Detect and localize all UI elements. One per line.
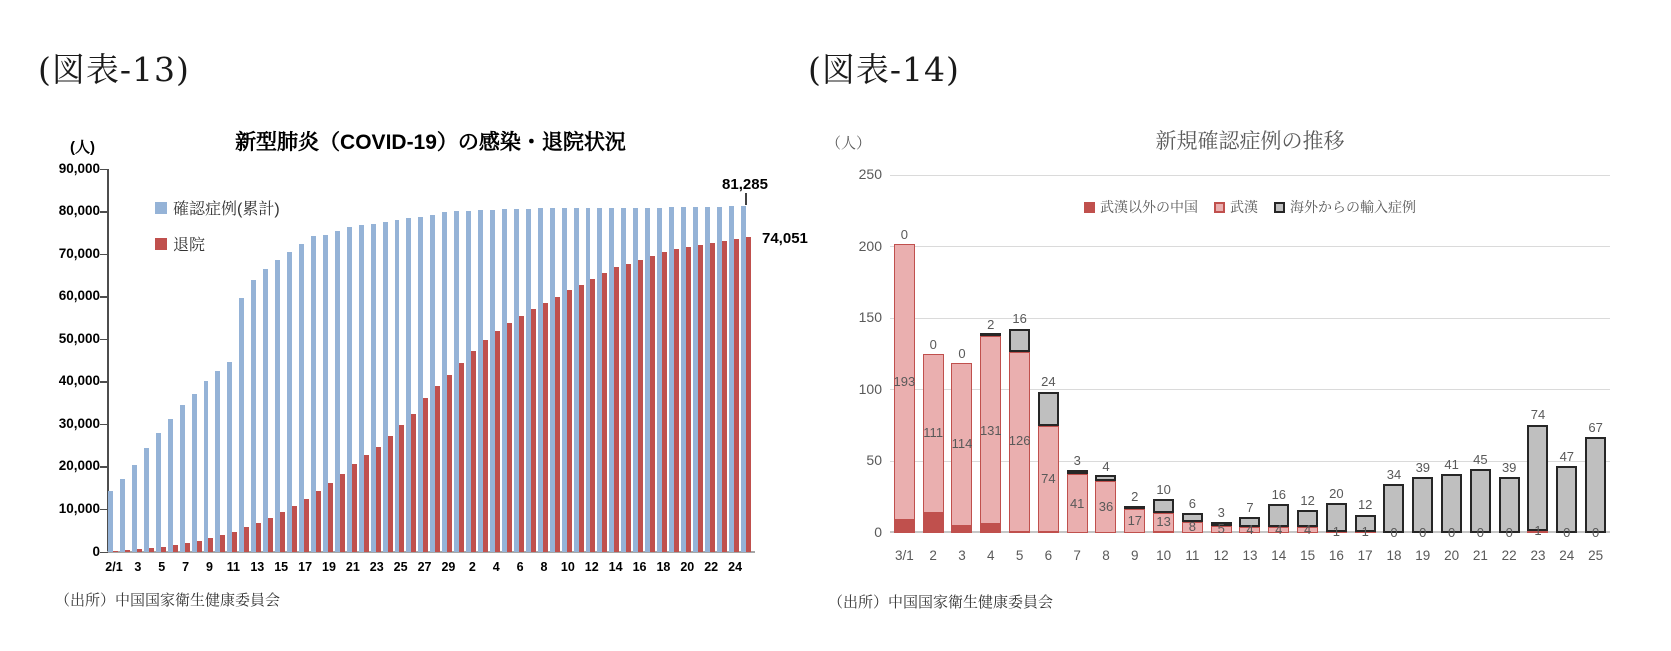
imported-value-label: 41	[1444, 457, 1459, 473]
stacked-bar-group	[1466, 469, 1495, 533]
chart2-legend	[890, 197, 1610, 217]
imported-value-label: 0	[929, 337, 937, 352]
x-tick-label: 9	[1131, 548, 1139, 563]
x-tick-label: 21	[1472, 548, 1488, 563]
other-china-segment	[1009, 532, 1030, 533]
confirmed-bar	[263, 269, 268, 552]
x-tick-label: 27	[417, 560, 432, 574]
x-tick-label: 13	[1242, 548, 1258, 563]
confirmed-bar	[144, 448, 149, 552]
x-tick-label: 25	[393, 560, 408, 574]
x-tick-label: 12	[1213, 548, 1229, 563]
x-tick-label: 16	[1328, 548, 1344, 563]
legend-item	[155, 232, 280, 255]
legend-swatch	[1214, 202, 1225, 213]
wuhan-value-label: 36	[1098, 499, 1114, 515]
bar-group	[621, 208, 633, 552]
y-tick-mark	[100, 552, 108, 554]
bar-group	[108, 491, 120, 552]
y-tick-label: 250	[858, 166, 882, 182]
discharged-bar	[459, 363, 464, 552]
imported-value-label: 0	[900, 226, 908, 242]
chart2-title: 新規確認症例の推移	[1155, 130, 1345, 153]
legend-swatch	[1084, 202, 1095, 213]
wuhan-value-label: 126	[1008, 433, 1031, 449]
wuhan-value-label: 41	[1069, 495, 1085, 511]
bar-group	[263, 269, 275, 552]
wuhan-value-label: 4	[1275, 522, 1283, 538]
y-tick-mark	[100, 466, 108, 468]
imported-value-label: 12	[1357, 497, 1373, 513]
x-tick-label: 29	[441, 560, 456, 574]
x-tick-label: 2	[468, 560, 476, 574]
discharged-bar	[137, 549, 142, 552]
x-tick-label: 6	[516, 560, 524, 574]
other-china-segment	[980, 524, 1001, 533]
imported-segment	[1009, 329, 1030, 352]
discharged-bar	[220, 535, 225, 552]
discharged-bar	[208, 538, 213, 552]
discharged-bar	[614, 267, 619, 552]
discharged-bar	[531, 309, 536, 552]
discharged-bar	[590, 279, 595, 552]
legend-label: 武漢	[1230, 199, 1258, 215]
bar-group	[215, 371, 227, 552]
bar-group	[227, 362, 239, 552]
y-tick-mark	[100, 169, 108, 171]
imported-value-label: 12	[1300, 493, 1315, 509]
discharged-bar	[483, 340, 488, 552]
bar-group	[323, 235, 335, 552]
wuhan-value-label: 74	[1041, 470, 1056, 486]
x-tick-label: 24	[728, 560, 743, 574]
x-tick-label: 22	[1501, 548, 1517, 563]
bar-group	[311, 236, 323, 552]
imported-value-label: 20	[1329, 485, 1344, 501]
y-tick-label: 150	[858, 309, 882, 326]
imported-value-label: 47	[1559, 448, 1575, 464]
y-tick-label: 50,000	[58, 330, 100, 346]
x-tick-label: 15	[274, 560, 289, 574]
x-tick-label: 21	[345, 560, 360, 574]
x-tick-label: 24	[1559, 548, 1575, 563]
discharged-bar	[662, 252, 667, 552]
chart1-unit-label: (人)	[70, 139, 95, 156]
wuhan-value-label: 193	[893, 373, 916, 389]
confirmed-bar	[120, 479, 125, 552]
x-tick-label: 11	[226, 560, 241, 574]
discharged-bar	[638, 260, 643, 552]
confirmed-bar	[251, 280, 256, 552]
imported-value-label: 16	[1012, 311, 1027, 327]
discharged-bar	[734, 239, 739, 552]
wuhan-value-label: 8	[1188, 519, 1196, 535]
confirmed-bar	[275, 260, 280, 552]
bar-group	[371, 224, 383, 552]
discharged-bar	[686, 247, 691, 552]
bar-group	[406, 218, 418, 552]
discharged-bar	[304, 499, 309, 552]
wuhan-value-label: 114	[951, 436, 973, 452]
bar-group	[204, 381, 216, 552]
discharged-bar	[125, 550, 130, 552]
bar-group	[562, 208, 574, 552]
bar-group	[574, 208, 586, 552]
bar-group	[478, 210, 490, 552]
bar-group	[299, 244, 311, 552]
discharged-bar	[173, 545, 178, 552]
x-tick-label: 14	[608, 560, 623, 574]
imported-value-label: 34	[1386, 467, 1402, 483]
bar-group	[359, 225, 371, 552]
bar-group	[681, 207, 693, 552]
imported-value-label: 0	[958, 345, 966, 361]
discharged-bar	[161, 547, 166, 552]
x-tick-label: 23	[369, 560, 384, 574]
imported-value-label: 6	[1188, 495, 1196, 511]
discharged-bar	[197, 541, 202, 552]
discharged-bar	[746, 237, 751, 552]
legend-swatch	[1274, 202, 1285, 213]
legend-swatch	[155, 202, 167, 214]
bar-group	[705, 207, 717, 552]
x-tick-label: 3/1	[895, 548, 914, 563]
bar-group	[693, 207, 705, 552]
discharged-last-annotation: 74,051	[762, 230, 808, 247]
imported-value-label: 24	[1041, 374, 1056, 390]
legend-item	[1274, 197, 1416, 217]
wuhan-value-label: 111	[923, 425, 944, 441]
confirmed-bar	[108, 491, 113, 552]
bar-stack	[1470, 469, 1491, 533]
other-china-segment	[951, 526, 972, 533]
y-tick-mark	[100, 381, 108, 383]
bar-group	[645, 208, 657, 552]
x-tick-label: 15	[1300, 548, 1316, 563]
confirmed-bar	[192, 394, 197, 552]
x-tick-label: 3	[134, 560, 142, 574]
x-tick-label: 5	[158, 560, 166, 574]
x-tick-label: 19	[1415, 548, 1431, 563]
y-tick-mark	[100, 211, 108, 213]
other-china-segment	[1038, 532, 1059, 533]
y-tick-mark	[100, 509, 108, 511]
x-tick-label: 23	[1530, 548, 1546, 563]
wuhan-value-label: 0	[1390, 525, 1398, 540]
imported-segment	[1527, 425, 1548, 531]
imported-value-label: 2	[1131, 488, 1139, 504]
wuhan-value-label: 1	[1361, 524, 1369, 540]
discharged-bar	[280, 512, 285, 552]
discharged-bar	[411, 414, 416, 552]
bar-group	[729, 206, 741, 552]
confirmed-bar	[168, 419, 173, 552]
y-tick-label: 200	[858, 237, 882, 254]
chart1-legend	[155, 196, 280, 268]
wuhan-value-label: 1	[1534, 522, 1542, 538]
legend-swatch	[155, 238, 167, 250]
bar-group	[287, 252, 299, 552]
y-tick-label: 100	[858, 380, 882, 397]
bar-group	[502, 209, 514, 552]
legend-label: 武漢以外の中国	[1100, 199, 1198, 215]
x-tick-label: 9	[206, 560, 213, 574]
imported-value-label: 67	[1588, 420, 1603, 436]
discharged-bar	[149, 548, 154, 552]
discharged-bar	[555, 297, 560, 552]
discharged-bar	[328, 483, 333, 552]
x-tick-label: 4	[492, 560, 500, 574]
confirmed-last-annotation: 81,285	[722, 176, 768, 193]
discharged-bar	[268, 518, 273, 552]
bar-group	[132, 465, 144, 552]
y-tick-label: 0	[92, 543, 100, 559]
confirmed-bar	[239, 298, 244, 552]
wuhan-value-label: 17	[1127, 512, 1143, 528]
y-tick-mark	[100, 424, 108, 426]
discharged-bar	[435, 386, 440, 552]
wuhan-value-label: 0	[1563, 525, 1571, 540]
bar-group	[586, 208, 598, 552]
bar-group	[430, 215, 442, 552]
y-tick-label: 50	[866, 452, 882, 469]
x-tick-label: 13	[250, 560, 265, 574]
bar-group	[168, 419, 180, 552]
discharged-bar	[376, 447, 381, 552]
x-tick-label: 11	[1185, 548, 1200, 563]
x-tick-label: 16	[632, 560, 647, 574]
discharged-bar	[399, 425, 404, 552]
bar-group	[275, 260, 287, 552]
imported-value-label: 74	[1530, 407, 1546, 423]
discharged-bar	[292, 506, 297, 552]
discharged-bar	[567, 290, 572, 552]
discharged-bar	[340, 474, 345, 552]
y-tick-mark	[100, 296, 108, 298]
bar-group	[741, 206, 753, 552]
discharged-bar	[388, 436, 393, 552]
discharged-bar	[698, 245, 703, 552]
other-china-segment	[894, 520, 915, 533]
x-tick-label: 3	[958, 548, 966, 563]
y-tick-label: 70,000	[58, 245, 100, 261]
confirmed-bar	[156, 433, 161, 552]
bar-group	[442, 212, 454, 552]
imported-value-label: 39	[1415, 460, 1431, 476]
discharged-bar	[507, 323, 512, 552]
wuhan-value-label: 0	[1476, 525, 1484, 540]
confirmed-bar	[215, 371, 220, 552]
bar-group	[454, 211, 466, 552]
discharged-bar	[650, 256, 655, 552]
wuhan-value-label: 5	[1217, 521, 1225, 537]
bar-group	[466, 211, 478, 552]
x-tick-label: 22	[704, 560, 719, 574]
wuhan-value-label: 0	[1419, 525, 1427, 540]
x-tick-label: 7	[182, 560, 190, 574]
discharged-bar	[519, 316, 524, 552]
legend-label: 確認症例(累計)	[173, 201, 280, 218]
y-tick-label: 10,000	[58, 500, 100, 516]
y-tick-label: 90,000	[58, 160, 100, 176]
bar-group	[550, 208, 562, 552]
legend-label: 海外からの輸入症例	[1290, 199, 1416, 215]
imported-value-label: 10	[1156, 481, 1171, 497]
x-tick-label: 12	[584, 560, 599, 574]
imported-value-label: 3	[1073, 452, 1081, 468]
y-tick-mark	[100, 254, 108, 256]
confirmed-bar	[227, 362, 232, 552]
discharged-bar	[316, 491, 321, 552]
bar-group	[490, 210, 502, 552]
legend-item	[1214, 197, 1258, 217]
wuhan-value-label: 4	[1303, 522, 1312, 538]
source-note-right: （出所）中国国家衛生健康委員会	[828, 594, 1054, 611]
bar-group	[395, 220, 407, 552]
x-tick-label: 2/1	[105, 560, 123, 574]
x-tick-label: 18	[656, 560, 671, 574]
bar-group	[418, 217, 430, 552]
bar-group	[347, 227, 359, 552]
wuhan-value-label: 13	[1156, 514, 1171, 530]
figure14-heading: (図表-14)	[808, 50, 960, 89]
legend-item	[1084, 197, 1198, 217]
discharged-bar	[471, 351, 476, 552]
discharged-bar	[352, 464, 357, 552]
wuhan-value-label: 0	[1505, 525, 1513, 540]
discharged-bar	[495, 331, 500, 552]
y-tick-label: 20,000	[58, 458, 100, 474]
annotation-leader-line	[745, 193, 747, 205]
imported-value-label: 4	[1102, 458, 1110, 474]
discharged-bar	[232, 532, 237, 552]
y-tick-label: 0	[874, 524, 882, 540]
imported-value-label: 39	[1501, 460, 1517, 476]
x-tick-label: 8	[1102, 548, 1110, 563]
discharged-bar	[674, 249, 679, 552]
chart2-plot-area	[890, 175, 1610, 533]
x-tick-label: 10	[560, 560, 575, 574]
x-tick-label: 14	[1271, 548, 1287, 563]
x-tick-label: 17	[1357, 548, 1373, 563]
bar-group	[180, 405, 192, 552]
legend-label: 退院	[173, 237, 206, 254]
stacked-bar-group	[1524, 425, 1553, 533]
discharged-bar	[543, 303, 548, 552]
discharged-bar	[244, 527, 249, 552]
x-tick-label: 6	[1044, 548, 1053, 563]
discharged-bar	[423, 398, 428, 552]
bar-stack	[1527, 425, 1548, 533]
figure13-heading: (図表-13)	[38, 50, 190, 89]
y-tick-label: 60,000	[58, 288, 100, 304]
bar-group	[120, 479, 132, 552]
y-tick-label: 80,000	[58, 203, 100, 219]
x-tick-label: 10	[1156, 548, 1172, 563]
bar-group	[239, 298, 251, 552]
imported-segment	[1038, 392, 1059, 426]
discharged-bar	[364, 455, 369, 552]
imported-value-label: 45	[1473, 451, 1488, 467]
x-tick-label: 19	[322, 560, 336, 574]
wuhan-value-label: 0	[1591, 525, 1600, 540]
x-tick-label: 4	[987, 548, 995, 563]
discharged-bar	[710, 243, 715, 552]
other-china-segment	[923, 513, 944, 533]
confirmed-bar	[132, 465, 137, 552]
bar-group	[335, 231, 347, 552]
bar-group	[526, 209, 538, 552]
bar-group	[717, 207, 729, 552]
confirmed-bar	[180, 405, 185, 552]
y-tick-label: 40,000	[58, 373, 100, 389]
discharged-bar	[722, 241, 727, 552]
x-tick-label: 2	[929, 548, 937, 563]
chart2-unit-label: （人）	[826, 135, 872, 152]
y-tick-label: 30,000	[58, 415, 100, 431]
discharged-bar	[579, 285, 584, 552]
discharged-bar	[626, 264, 631, 552]
wuhan-value-label: 1	[1332, 524, 1340, 540]
wuhan-value-label: 0	[1447, 525, 1456, 540]
x-tick-label: 7	[1073, 548, 1081, 563]
bar-group	[538, 208, 550, 552]
imported-value-label: 16	[1271, 487, 1287, 503]
bar-group	[192, 394, 204, 552]
confirmed-bar	[204, 381, 209, 552]
x-tick-label: 5	[1015, 548, 1024, 563]
discharged-bar	[447, 375, 452, 552]
chart1-title: 新型肺炎（COVID-19）の感染・退院状況	[235, 131, 626, 154]
source-note-left: （出所）中国国家衛生健康委員会	[55, 592, 281, 609]
discharged-bar	[185, 543, 190, 552]
bar-group	[144, 448, 156, 552]
legend-item	[155, 196, 280, 219]
bar-group	[383, 222, 395, 552]
x-tick-label: 25	[1588, 548, 1604, 563]
imported-value-label: 7	[1246, 500, 1254, 516]
x-tick-label: 20	[1444, 548, 1460, 563]
bar-group	[597, 208, 609, 552]
bar-group	[669, 207, 681, 552]
bar-group	[633, 208, 645, 552]
x-tick-label: 8	[540, 560, 548, 574]
x-tick-label: 17	[298, 560, 313, 574]
x-tick-label: 18	[1386, 548, 1402, 563]
bar-group	[609, 208, 621, 552]
wuhan-value-label: 131	[979, 422, 1002, 438]
imported-value-label: 2	[987, 316, 995, 332]
x-tick-label: 20	[680, 560, 695, 574]
bar-group	[514, 209, 526, 552]
bar-group	[156, 433, 168, 552]
discharged-bar	[113, 551, 118, 552]
bar-group	[251, 280, 263, 552]
discharged-bar	[256, 523, 261, 552]
imported-value-label: 3	[1217, 504, 1225, 520]
discharged-bar	[602, 273, 607, 552]
wuhan-value-label: 4	[1246, 522, 1254, 538]
y-tick-mark	[100, 339, 108, 341]
bar-group	[657, 208, 669, 552]
imported-segment	[1470, 469, 1491, 533]
